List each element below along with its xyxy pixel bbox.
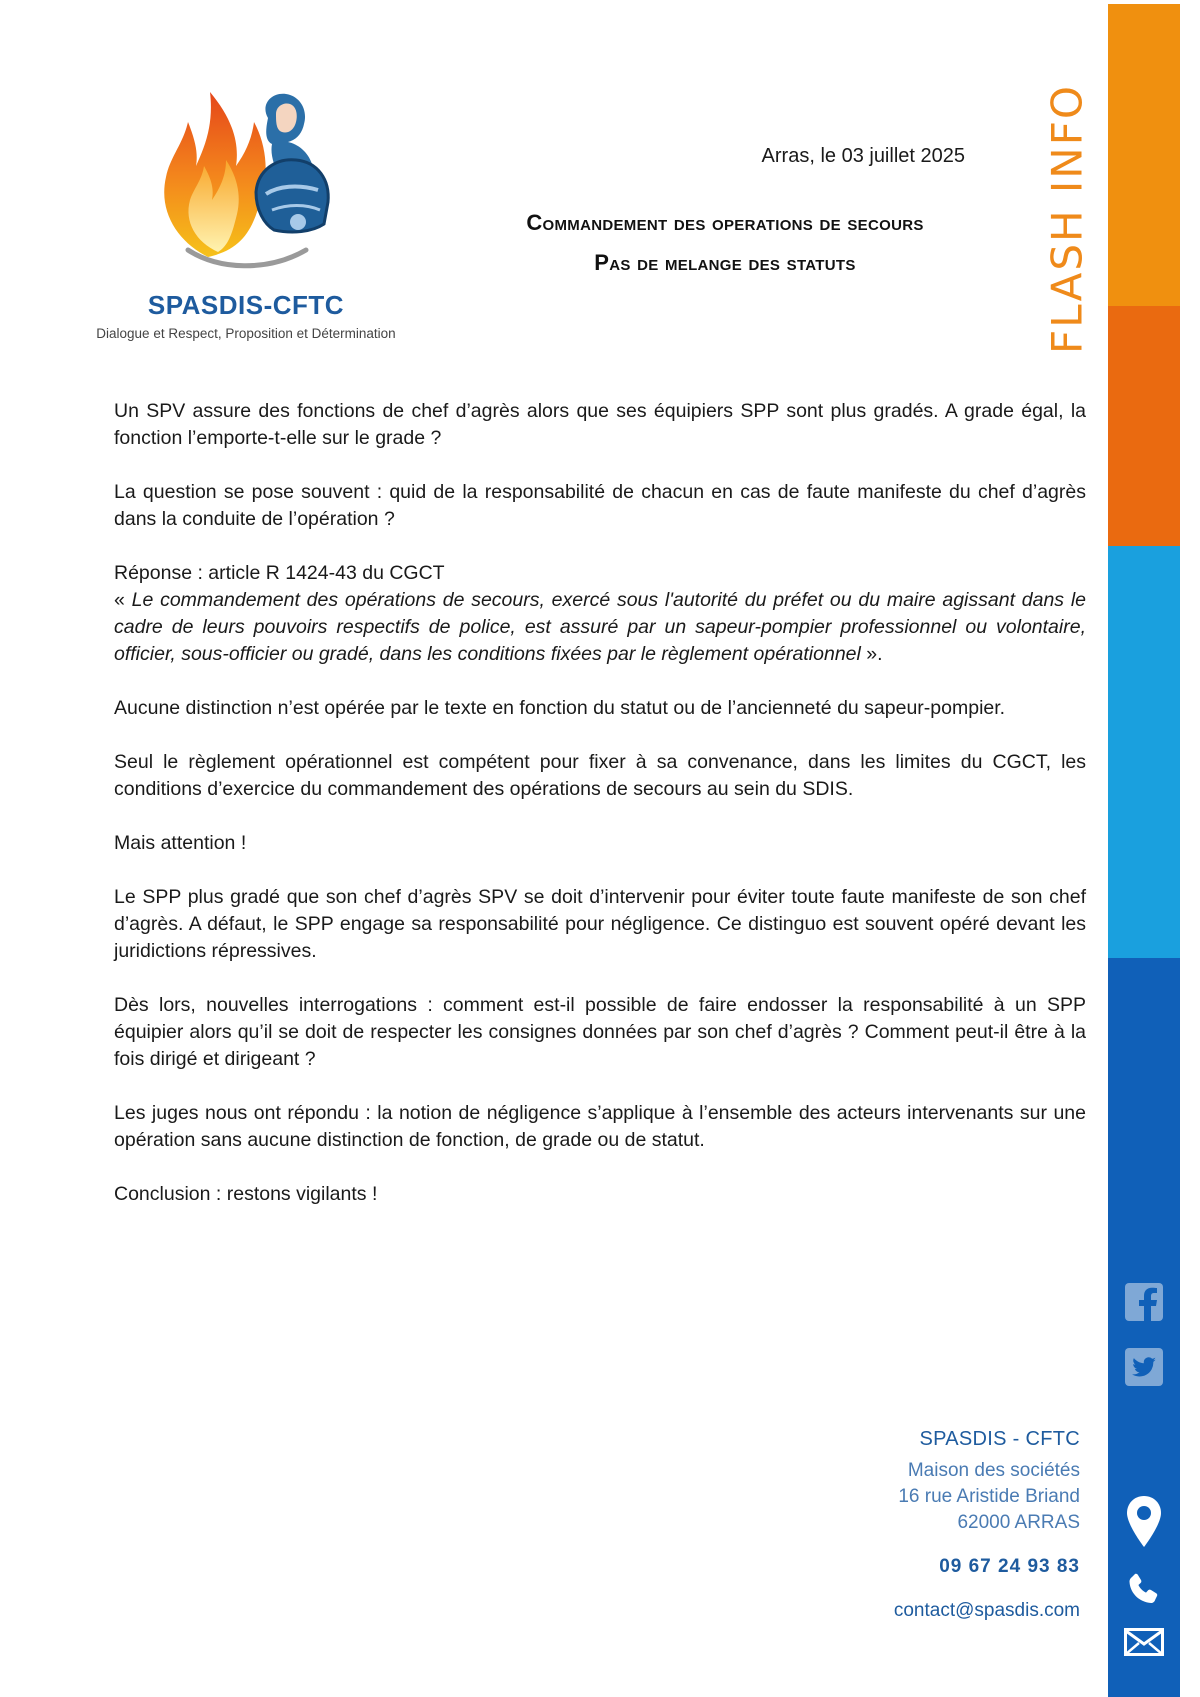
twitter-icon[interactable] [1124,1347,1164,1387]
paragraph-conclusion: Conclusion : restons vigilants ! [114,1183,378,1205]
logo [86,82,406,342]
band-segment-orange [1108,4,1180,306]
paragraph: Le SPP plus gradé que son chef d’agrès SPV se doit d’intervenir pour éviter toute faute manifeste de son chef d’agrès. A défaut, le SPP engage sa responsabilité pour négligence. Ce distinguo est souvent opéré devant les juridictions répressives. [114,886,1086,962]
address-line-3: 62000 ARRAS [957,1512,1080,1533]
logo-tagline: Dialogue et Respect, Proposition et Détermination [96,326,396,341]
logo-name: SPASDIS-CFTC [147,290,345,320]
mail-icon[interactable] [1124,1628,1164,1656]
quote-close-mark: ». [860,643,883,665]
phone-icon [1126,1571,1162,1607]
location-pin-icon [1124,1494,1164,1550]
logo-flame-firefighter-icon [148,82,348,282]
quote-open-mark: « [114,589,132,611]
contact-block [820,1426,1080,1624]
document-date: Arras, le 03 juillet 2025 [761,145,965,167]
contact-address [820,1458,1080,1536]
contact-email-link[interactable]: contact@spasdis.com [893,1600,1080,1621]
band-segment-dark-orange [1108,306,1180,546]
document-title [430,203,1020,283]
quote-text: Le commandement des opérations de secours, exercé sous l'autorité du préfet ou du maire agissant dans le cadre de leurs pouvoirs respectifs de police, est assuré par un sapeur-pompier professionnel ou volontaire, officier, sous-officier ou gradé, dans les conditions fixées par le règlement opérationnel [114,589,1086,665]
contact-org: SPASDIS - CFTC [919,1428,1080,1450]
paragraph: La question se pose souvent : quid de la responsabilité de chacun en cas de faute manifeste du chef d’agrès dans la conduite de l’opération ? [114,481,1086,530]
paragraph: Dès lors, nouvelles interrogations : comment est-il possible de faire endosser la responsabilité à un SPP équipier alors qu’il se doit de respecter les consignes données par son chef d’agrès ? Comment peut-il être à la fois dirigé et dirigeant ? [114,994,1086,1070]
paragraph: Les juges nous ont répondu : la notion de négligence s’applique à l’ensemble des acteurs intervenants sur une opération sans aucune distinction de fonction, de grade ou de statut. [114,1102,1086,1151]
address-line-1: Maison des sociétés [907,1460,1080,1481]
title-line-1: Commandement des operations de secours [526,210,924,235]
address-line-2: 16 rue Aristide Briand [898,1486,1080,1507]
paragraph: Mais attention ! [114,832,247,854]
paragraph: Un SPV assure des fonctions de chef d’agrès alors que ses équipiers SPP sont plus gradés. A grade égal, la fonction l’emporte-t-elle sur le grade ? [114,400,1086,449]
paragraph: Seul le règlement opérationnel est compétent pour fixer à sa convenance, dans les limites du CGCT, les conditions d’exercice du commandement des opérations de secours au sein du SDIS. [114,751,1086,800]
flash-info-label [1042,80,1091,358]
title-line-2: Pas de melange des statuts [594,250,856,275]
legal-quote [114,587,1086,668]
paragraph-reference: Réponse : article R 1424-43 du CGCT [114,562,445,584]
paragraph: Aucune distinction n’est opérée par le texte en fonction du statut ou de l’ancienneté du sapeur-pompier. [114,697,1006,719]
contact-phone[interactable]: 09 67 24 93 83 [939,1556,1080,1577]
facebook-icon[interactable] [1124,1282,1164,1322]
flash-info-text: FLASH INFO [1042,84,1091,354]
side-color-band [1108,4,1180,1697]
document-body [114,398,1086,1235]
band-segment-light-blue [1108,546,1180,958]
